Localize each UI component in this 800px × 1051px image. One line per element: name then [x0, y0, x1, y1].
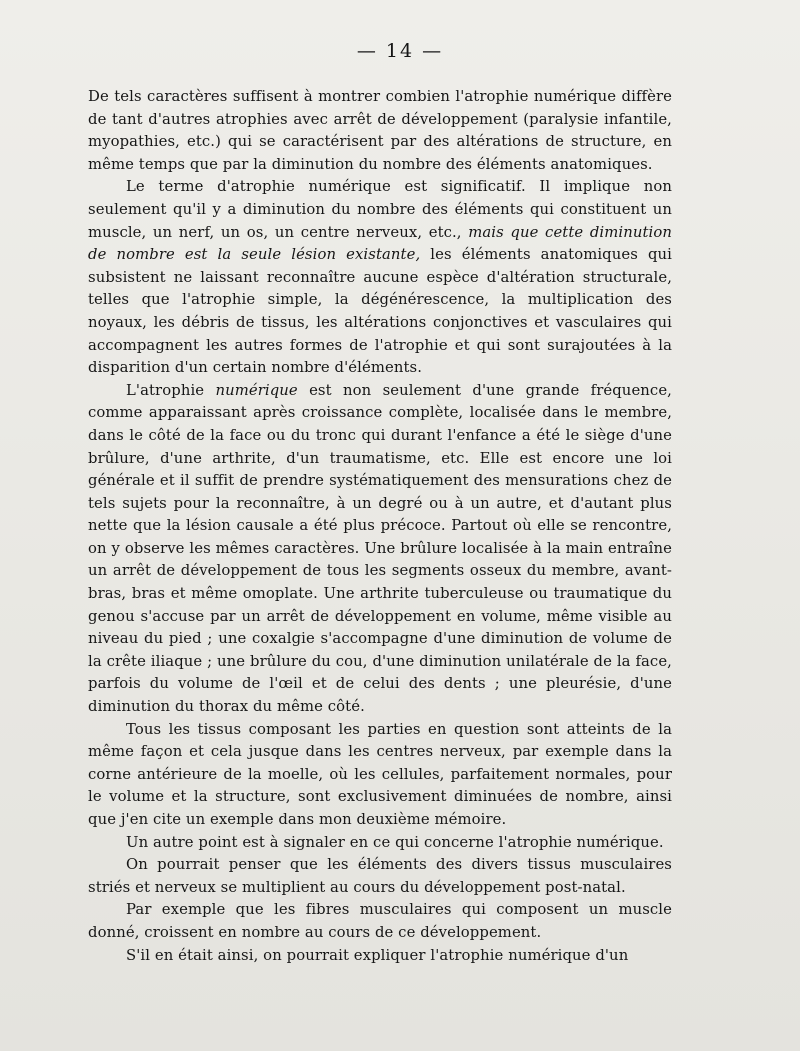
paragraph-2-text-start: Le terme d'atrophie numérique est significatif. Il implique non seulement qu'il y a diminution du nombre des éléments qui constituent un muscle, un nerf, un os, un centre nerveux, etc.,: [88, 178, 672, 241]
paragraph-2-emphasis: mais que cette diminution de nombre est la seule lésion existante,: [88, 223, 672, 264]
paragraph-3-emphasis: numérique: [215, 381, 298, 399]
body-text: [88, 86, 672, 967]
paragraph-8: S'il en était ainsi, on pourrait expliquer l'atrophie numérique d'un: [126, 946, 629, 964]
paragraph-4: Tous les tissus composant les parties en question sont atteints de la même façon et cela jusque dans les centres nerveux, par exemple dans la corne antérieure de la moelle, où les cellules, parfaitement normales, pour le volume et la structure, sont exclusivement diminuées de nombre, ainsi que j'en cite un exemple dans mon deuxième mémoire.: [88, 720, 672, 828]
paragraph-2-text-end: les éléments anatomiques qui subsistent ne laissant reconnaître aucune espèce d'altération structurale, telles que l'atrophie simple, la dégénérescence, la multiplication des noyaux, les débris de tissus, les altérations conjonctives et vasculaires qui accompagnent les autres formes de l'atrophie et qui sont surajoutées à la disparition d'un certain nombre d'éléments.: [88, 246, 672, 377]
paragraph-3-text-end: est non seulement d'une grande fréquence, comme apparaissant après croissance complète, localisée dans le membre, dans le côté de la face ou du tronc qui durant l'enfance a été le siège d'une brûlure, d'une arthrite, d'un traumatisme, etc. Elle est encore une loi générale et il suffit de prendre systématiquement des mensurations chez de tels sujets pour la reconnaître, à un degré ou à un autre, et d'autant plus nette que la lésion causale a été plus précoce. Partout où elle se rencontre, on y observe les mêmes caractères. Une brûlure localisée à la main entraîne un arrêt de développement de tous les segments osseux du membre, avant-bras, bras et même omoplate. Une arthrite tuberculeuse ou traumatique du genou s'accuse par un arrêt de développement en volume, même visible au niveau du pied ; une coxalgie s'accompagne d'une diminution de volume de la crête iliaque ; une brûlure du cou, d'une diminution unilatérale de la face, parfois du volume de l'œil et de celui des dents ; une pleurésie, d'une diminution du thorax du même côté.: [88, 381, 672, 716]
paragraph-2: [88, 176, 672, 379]
paragraph-3-text-start: L'atrophie: [126, 381, 216, 399]
paragraph-3: [88, 380, 672, 719]
paragraph-6: On pourrait penser que les éléments des divers tissus musculaires striés et nerveux se multiplient au cours du développement post-natal.: [88, 856, 672, 896]
paragraph-5: Un autre point est à signaler en ce qui concerne l'atrophie numérique.: [126, 833, 664, 851]
page-number: — 14 —: [356, 40, 444, 62]
paragraph-1: De tels caractères suffisent à montrer combien l'atrophie numérique diffère de tant d'autres atrophies avec arrêt de développement (paralysie infantile, myopathies, etc.) qui se caractérisent par des altérations de structure, en même temps que par la diminution du nombre des éléments anatomiques.: [88, 88, 672, 173]
paragraph-7: Par exemple que les fibres musculaires qui composent un muscle donné, croissent en nombre au cours de ce développement.: [88, 901, 672, 941]
